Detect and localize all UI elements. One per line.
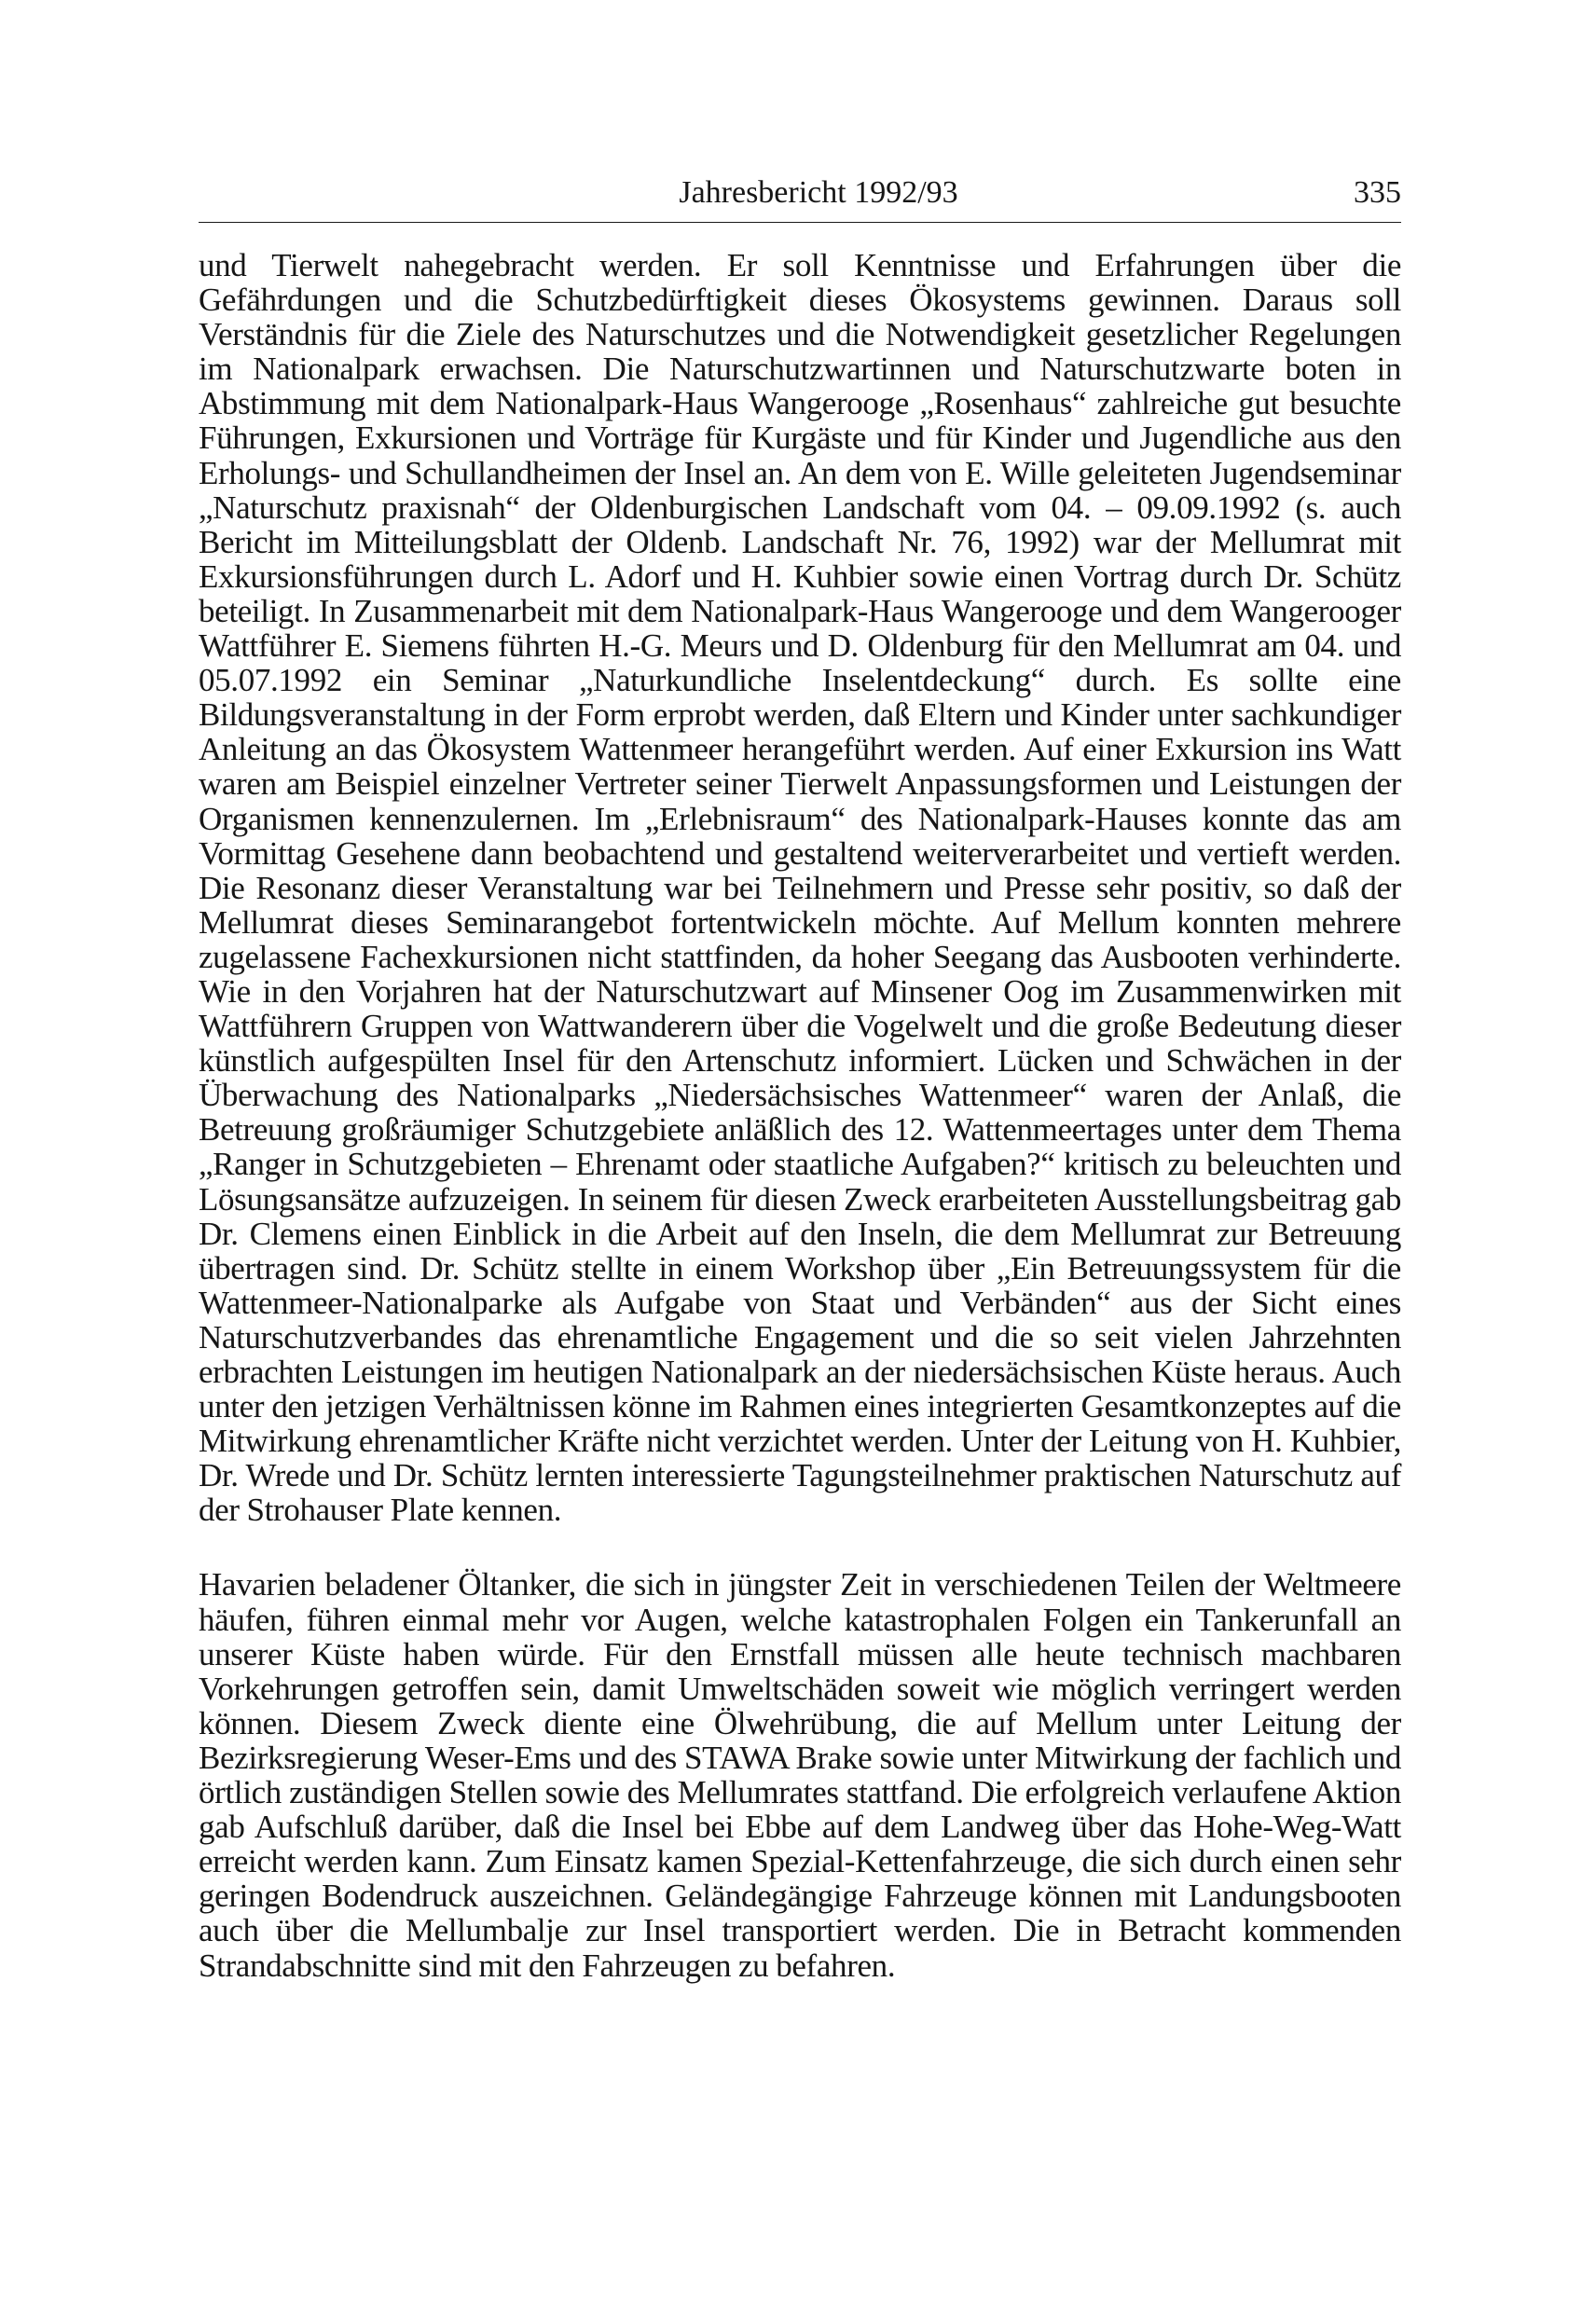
page-number: 335 [1354,175,1401,210]
paragraph-oil-spill-exercise: Havarien beladener Öltanker, die sich in jüngster Zeit in verschiedenen Teilen der Weltmeere häufen, führen einmal mehr vor Augen, welche katastrophalen Folgen ein Tankerunfall an unserer Küste haben würde. Für den Ernstfall müssen alle heute technisch machbaren Vorkehrungen getroffen sein, damit Umweltschäden soweit wie möglich verringert werden können. Diesem Zweck diente eine Ölwehrübung, die auf Mellum unter Leitung der Bezirksregierung Weser-Ems und des STAWA Brake sowie unter Mitwirkung der fachlich und örtlich zuständigen Stellen sowie des Mellumrates stattfand. Die erfolgreich verlaufene Aktion gab Aufschluß darüber, daß die Insel bei Ebbe auf dem Landweg über das Hohe-Weg-Watt erreicht werden kann. Zum Einsatz kamen Spezial-Kettenfahrzeuge, die sich durch einen sehr geringen Bodendruck auszeichnen. Geländegängige Fahrzeuge können mit Landungsbooten auch über die Mellumbalje zur Insel transportiert werden. Die in Betracht kommenden Strandabschnitte sind mit den Fahrzeugen zu befahren. [199,1566,1401,1984]
body-text [199,248,1401,1983]
paragraph-education-activities: und Tierwelt nahegebracht werden. Er soll Kenntnisse und Erfahrungen über die Gefährdungen und die Schutzbedürftigkeit dieses Ökosystems gewinnen. Daraus soll Verständnis für die Ziele des Naturschutzes und die Notwendigkeit gesetzlicher Regelungen im Nationalpark erwachsen. Die Naturschutzwartinnen und Naturschutzwarte boten in Abstimmung mit dem Nationalpark-Haus Wangerooge „Rosenhaus“ zahlreiche gut besuchte Führungen, Exkursionen und Vorträge für Kurgäste und für Kinder und Jugendliche aus den Erholungs- und Schullandheimen der Insel an. An dem von E. Wille geleiteten Jugendseminar „Naturschutz praxisnah“ der Oldenburgischen Landschaft vom 04. – 09.09.1992 (s. auch Bericht im Mitteilungsblatt der Oldenb. Landschaft Nr. 76, 1992) war der Mellumrat mit Exkursionsführungen durch L. Adorf und H. Kuhbier sowie einen Vortrag durch Dr. Schütz beteiligt. In Zusammenarbeit mit dem Nationalpark-Haus Wangerooge und dem Wangerooger Wattführer E. Siemens führten H.-G. Meurs und D. Oldenburg für den Mellumrat am 04. und 05.07.1992 ein Seminar „Naturkundliche Inselentdeckung“ durch. Es sollte eine Bildungsveranstaltung in der Form erprobt werden, daß Eltern und Kinder unter sachkundiger Anleitung an das Ökosystem Wattenmeer herangeführt werden. Auf einer Exkursion ins Watt waren am Beispiel einzelner Vertreter seiner Tierwelt Anpassungsformen und Leistungen der Organismen kennenzulernen. Im „Erlebnisraum“ des Nationalpark-Hauses konnte das am Vormittag Gesehene dann beobachtend und gestaltend weiterverarbeitet und vertieft werden. Die Resonanz dieser Veranstaltung war bei Teilnehmern und Presse sehr positiv, so daß der Mellumrat dieses Seminarangebot fortentwickeln möchte. Auf Mellum konnten mehrere zugelassene Fachexkursionen nicht stattfinden, da hoher Seegang das Ausbooten verhinderte. Wie in den Vorjahren hat der Naturschutzwart auf Minsener Oog im Zusammenwirken mit Wattführern Gruppen von Wattwanderern über die Vogelwelt und die große Bedeutung dieser künstlich aufgespülten Insel für den Artenschutz informiert. Lücken und Schwächen in der Überwachung des Nationalparks „Niedersächsisches Wattenmeer“ waren der Anlaß, die Betreuung großräumiger Schutzgebiete anläßlich des 12. Wattenmeertages unter dem Thema „Ranger in Schutzgebieten – Ehrenamt oder staatliche Aufgaben?“ kritisch zu beleuchten und Lösungsansätze aufzuzeigen. In seinem für diesen Zweck erarbeiteten Ausstellungsbeitrag gab Dr. Clemens einen Einblick in die Arbeit auf den Inseln, die dem Mellumrat zur Betreuung übertragen sind. Dr. Schütz stellte in einem Workshop über „Ein Betreuungssystem für die Wattenmeer-Nationalparke als Aufgabe von Staat und Verbänden“ aus der Sicht eines Naturschutzverbandes das ehrenamtliche Engagement und die so seit vielen Jahrzehnten erbrachten Leistungen im heutigen Nationalpark an der niedersächsischen Küste heraus. Auch unter den jetzigen Verhältnissen könne im Rahmen eines integrierten Gesamtkonzeptes auf die Mitwirkung ehrenamtlicher Kräfte nicht verzichtet werden. Unter der Leitung von H. Kuhbier, Dr. Wrede und Dr. Schütz lernten interessierte Tagungsteilnehmer praktischen Naturschutz auf der Strohauser Plate kennen. [199,247,1401,1529]
running-title: Jahresbericht 1992/93 [679,175,958,210]
running-header [199,173,1401,223]
